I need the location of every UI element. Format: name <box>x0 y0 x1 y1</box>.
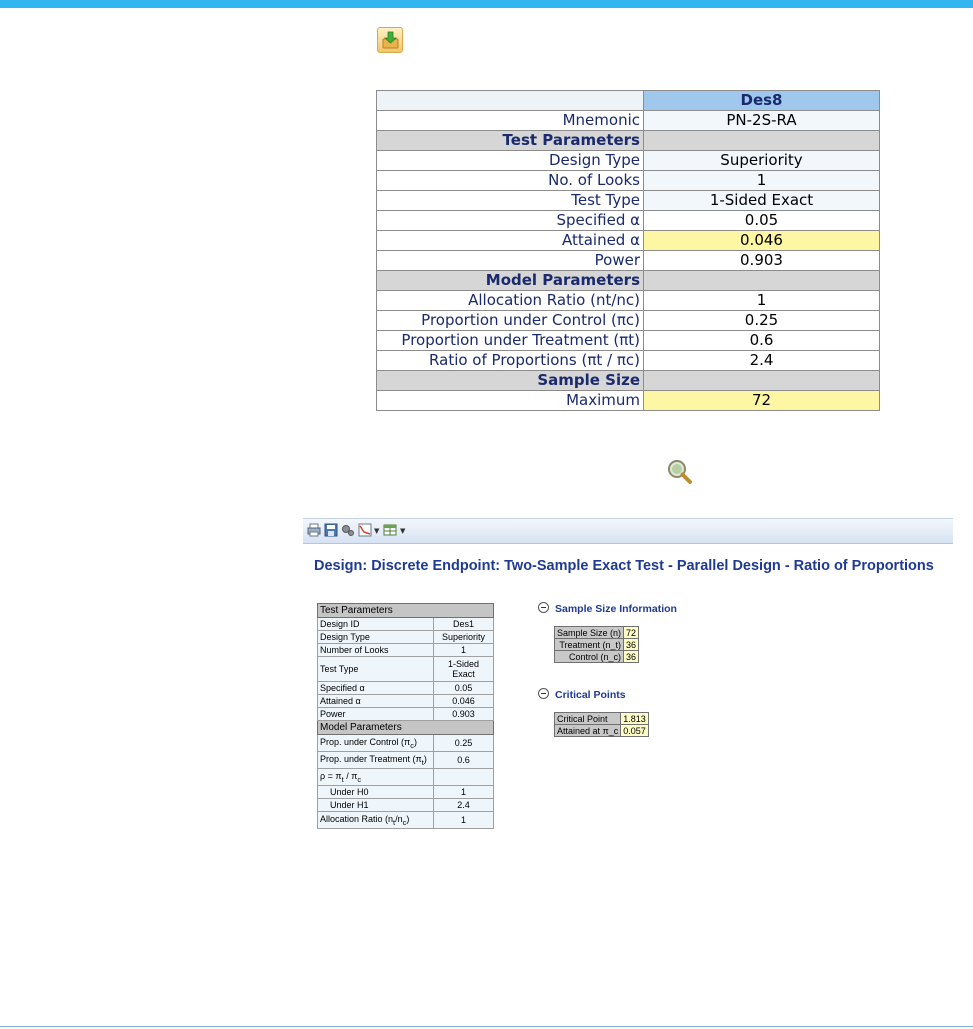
param-value: 1 <box>434 812 494 829</box>
table-grid-icon[interactable] <box>383 523 397 537</box>
top-accent-bar <box>0 0 973 8</box>
design-column-header[interactable]: Des8 <box>644 91 880 111</box>
design-parameters-table <box>317 603 494 829</box>
param-value: 0.25 <box>434 735 494 752</box>
param-value: 1 <box>434 644 494 657</box>
section-blank-cell <box>644 271 880 291</box>
save-download-icon[interactable] <box>377 27 403 53</box>
section-label: Model Parameters <box>377 271 644 291</box>
critical-point-label: Critical Point <box>555 713 621 725</box>
row-value: Superiority <box>644 151 880 171</box>
collapse-icon[interactable] <box>538 602 549 613</box>
row-label: Proportion under Control (πc) <box>377 311 644 331</box>
row-value: 1-Sided Exact <box>644 191 880 211</box>
row-label: Power <box>377 251 644 271</box>
row-value: 1 <box>644 171 880 191</box>
param-label: Power <box>318 708 434 721</box>
row-value: 1 <box>644 291 880 311</box>
sample-size-table <box>554 626 639 663</box>
design-row <box>377 311 880 331</box>
report-title: Design: Discrete Endpoint: Two-Sample Exact Test - Parallel Design - Ratio of Proportions <box>314 558 934 574</box>
design-summary-table <box>376 90 880 411</box>
design-row <box>377 391 880 411</box>
param-value: 0.903 <box>434 708 494 721</box>
test-parameters-header: Test Parameters <box>318 604 494 618</box>
report-toolbar <box>303 518 953 544</box>
param-value: 0.046 <box>434 695 494 708</box>
chart-icon[interactable] <box>358 523 372 537</box>
control-value: 36 <box>624 651 639 663</box>
design-row <box>377 351 880 371</box>
param-value: 1 <box>434 786 494 799</box>
param-value: 1-Sided Exact <box>434 657 494 682</box>
row-label: Design Type <box>377 151 644 171</box>
param-label: Allocation Ratio $(n_t/n_c)$ <box>318 812 434 829</box>
design-row <box>377 331 880 351</box>
param-label: Design ID <box>318 618 434 631</box>
section-blank-cell <box>644 371 880 391</box>
settings-gear-icon[interactable] <box>341 523 355 537</box>
treatment-value: 36 <box>624 639 639 651</box>
row-value: 0.05 <box>644 211 880 231</box>
bottom-divider <box>0 1026 973 1027</box>
chart-dropdown-caret[interactable]: ▼ <box>374 527 380 535</box>
row-label: Proportion under Treatment (πt) <box>377 331 644 351</box>
section-label: Test Parameters <box>377 131 644 151</box>
attained-label: Attained at π_c <box>555 725 621 737</box>
param-value-empty <box>434 769 494 786</box>
row-label: No. of Looks <box>377 171 644 191</box>
critical-points-table <box>554 712 649 737</box>
sample-size-value: 72 <box>624 627 639 639</box>
design-row <box>377 271 880 291</box>
param-value: Des1 <box>434 618 494 631</box>
design-header-row <box>377 91 880 111</box>
model-parameters-header: Model Parameters <box>318 721 494 735</box>
attained-value: 0.057 <box>621 725 649 737</box>
param-label: Specified α <box>318 682 434 695</box>
param-label: Prop. under Control $(\pi_c)$ <box>318 735 434 752</box>
param-label: Number of Looks <box>318 644 434 657</box>
design-row <box>377 131 880 151</box>
param-label: $\rho = \pi_t / \pi_c$ <box>318 769 434 786</box>
section-blank-cell <box>644 131 880 151</box>
row-label: Maximum <box>377 391 644 411</box>
treatment-label: Treatment (n_t) <box>555 639 624 651</box>
row-value: 0.903 <box>644 251 880 271</box>
row-label: Attained α <box>377 231 644 251</box>
design-row <box>377 151 880 171</box>
design-row <box>377 231 880 251</box>
print-icon[interactable] <box>307 523 321 537</box>
row-value: 72 <box>644 391 880 411</box>
save-disk-icon[interactable] <box>324 523 338 537</box>
sample-size-label: Sample Size (n) <box>555 627 624 639</box>
row-label: Ratio of Proportions (πt / πc) <box>377 351 644 371</box>
table-dropdown-caret[interactable]: ▼ <box>400 527 406 535</box>
row-value: 0.25 <box>644 311 880 331</box>
design-row <box>377 291 880 311</box>
collapse-icon[interactable] <box>538 688 549 699</box>
param-label: Design Type <box>318 631 434 644</box>
param-label: Under H1 <box>318 799 434 812</box>
row-label: Allocation Ratio (nt/nc) <box>377 291 644 311</box>
sample-size-section-header[interactable]: Sample Size Information <box>538 602 677 615</box>
design-row <box>377 171 880 191</box>
design-row <box>377 211 880 231</box>
param-value: Superiority <box>434 631 494 644</box>
row-value: 0.046 <box>644 231 880 251</box>
design-row <box>377 111 880 131</box>
critical-points-section-header[interactable]: Critical Points <box>538 688 626 701</box>
row-value: PN-2S-RA <box>644 111 880 131</box>
header-blank-cell <box>377 91 644 111</box>
row-value: 2.4 <box>644 351 880 371</box>
row-label: Mnemonic <box>377 111 644 131</box>
design-row <box>377 251 880 271</box>
design-row <box>377 371 880 391</box>
param-label: Test Type <box>318 657 434 682</box>
param-label: Attained α <box>318 695 434 708</box>
control-label: Control (n_c) <box>555 651 624 663</box>
row-value: 0.6 <box>644 331 880 351</box>
row-label: Specified α <box>377 211 644 231</box>
param-value: 0.05 <box>434 682 494 695</box>
param-label: Under H0 <box>318 786 434 799</box>
design-row <box>377 191 880 211</box>
magnifier-icon[interactable] <box>666 458 694 486</box>
row-label: Test Type <box>377 191 644 211</box>
param-value: 2.4 <box>434 799 494 812</box>
critical-point-value: 1.813 <box>621 713 649 725</box>
param-value: 0.6 <box>434 752 494 769</box>
param-label: Prop. under Treatment $(\pi_t)$ <box>318 752 434 769</box>
section-label: Sample Size <box>377 371 644 391</box>
